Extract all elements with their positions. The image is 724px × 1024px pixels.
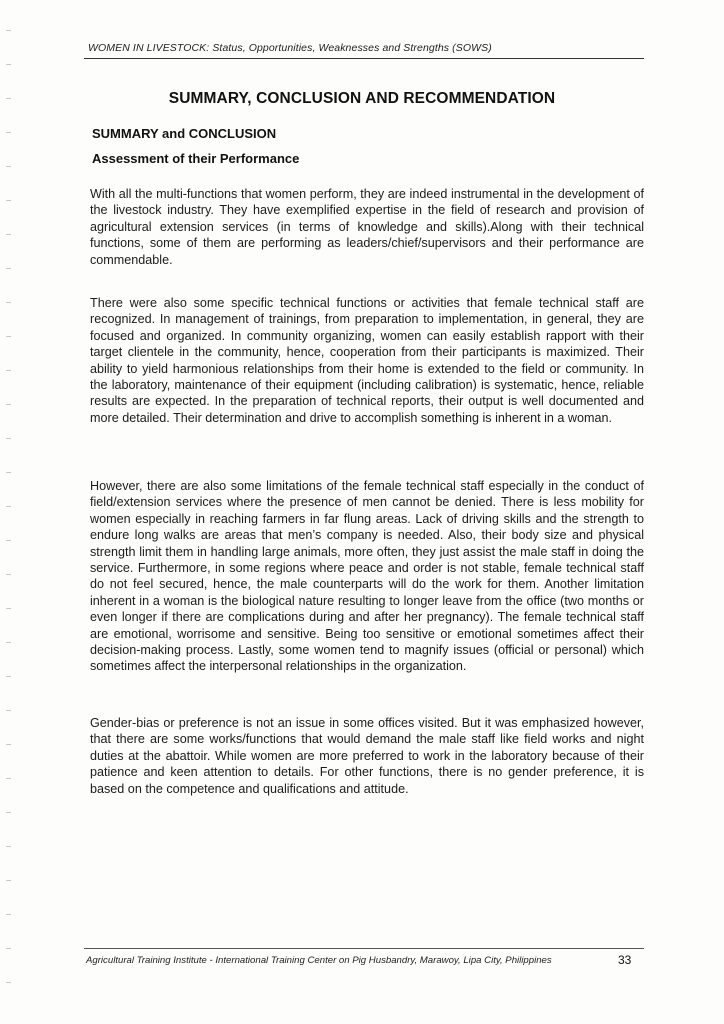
page-title: SUMMARY, CONCLUSION AND RECOMMENDATION [168,90,556,107]
paragraph-strengths: There were also some specific technical functions or activities that female technical staff are recognized. In management of trainings, from preparation to implementation, in general, they are focused and organized. In community organizing, women can easily establish rapport with their target clientele in the community, hence, cooperation from their participants is maximized. Their ability to yield harmonious relationships from their home is extended to the field or community. In the laboratory, maintenance of their equipment (including calibration) is systematic, hence, reliable results are expected. In the preparation of technical reports, their output is well documented and more detailed. Their determination and drive to accomplish something is inherent in a woman. [90,296,644,425]
page-number: 33 [618,953,632,967]
running-header: WOMEN IN LIVESTOCK: Status, Opportunities, Weaknesses and Strengths (SOWS) [88,42,492,54]
header-divider [84,58,644,59]
footer-divider [84,948,644,949]
footer-institution: Agricultural Training Institute - International Training Center on Pig Husbandry, Marawoy, Lipa City, Philippines [86,955,552,966]
paragraph-gender-bias: Gender-bias or preference is not an issue in some offices visited. But it was emphasized however, that there are some works/functions that would demand the male staff like field works and night duties at the abattoir. While women are more preferred to work in the laboratory because of their patience and keen attention to details. For other functions, there is no gender preference, it is based on the competence and qualifications and attitude. [90,716,644,796]
section-heading: SUMMARY and CONCLUSION [92,126,277,141]
paragraph-limitations: However, there are also some limitations of the female technical staff especially in the conduct of field/extension services where the presence of men cannot be denied. There is less mobility for women especially in reaching farmers in far flung areas. Lack of driving skills and the strength to endure long walks are areas that men’s company is needed. Also, their body size and physical strength limit them in handling large animals, more often, they just assist the male staff in doing the service. Furthermore, in some regions where peace and order is not stable, female technical staff do not feel secured, hence, the male counterparts will do the work for them. Another limitation inherent in a woman is the biological nature resulting to longer leave from the office (two months or even longer if there are complications during and after her pregnancy). The female technical staff are emotional, worrisome and sensitive. Being too sensitive or emotional sometimes affect their decision-making process. Lastly, some women tend to magnify issues (official or personal) which sometimes affect the interpersonal relationships in the organization. [90,479,644,674]
paragraph-performance: With all the multi-functions that women perform, they are indeed instrumental in the development of the livestock industry. They have exemplified expertise in the field of research and provision of agricultural extension services (in terms of knowledge and skills).Along with their technical functions, some of them are performing as leaders/chief/supervisors and their performance are commendable. [90,187,644,267]
scan-edge-marks [6,30,12,990]
subsection-heading: Assessment of their Performance [92,151,300,166]
